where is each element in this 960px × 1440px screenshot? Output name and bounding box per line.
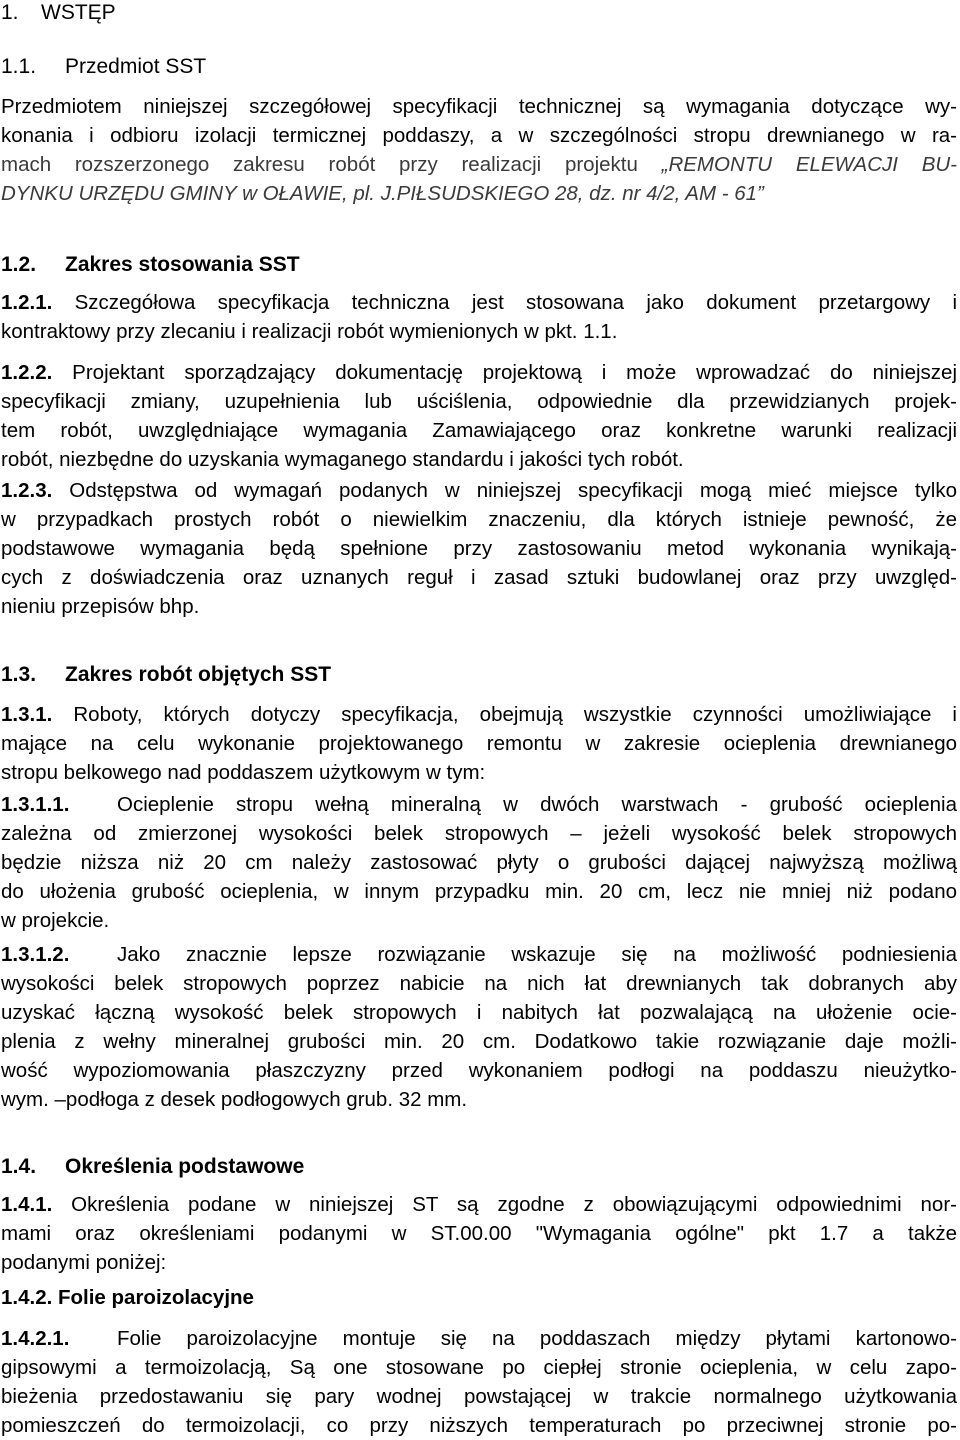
- paragraph-number: 1.4.2.1.: [1, 1327, 70, 1350]
- section-1-1-heading: [1, 52, 957, 81]
- paragraph-number: 1.3.1.: [1, 703, 53, 726]
- text-line: wość wypoziomowania płaszczyzny przed wykonaniem podłogi na poddaszu nieużytko-: [1, 1059, 957, 1082]
- text-line: [1, 150, 957, 179]
- text-line: specyfikacji zmiany, uzupełnienia lub uściślenia, odpowiednie dla przewidzianych projek-: [1, 390, 957, 413]
- paragraph-1-2-1: [1, 288, 957, 346]
- section-number: 1.1.: [1, 55, 37, 78]
- text-line: konania i odbioru izolacji termicznej poddaszy, a w szczególności stropu drewnianego w ra-: [1, 124, 957, 147]
- text-line: nieniu przepisów bhp.: [1, 595, 200, 618]
- text-line: tem robót, uwzględniające wymagania Zamawiającego oraz konkretne warunki realizacji: [1, 419, 957, 442]
- section-title: WSTĘP: [41, 1, 116, 24]
- project-name: DYNKU URZĘDU GMINY w OŁAWIE, pl. J.PIŁSUDSKIEGO 28, dz. nr 4/2, AM - 61”: [1, 182, 764, 205]
- text-line: gipsowymi a termoizolacją, Są one stosowane po ciepłej stronie ocieplenia, w celu zapo-: [1, 1356, 957, 1379]
- text-line: [1, 790, 957, 819]
- section-number: 1.3.: [1, 663, 37, 686]
- paragraph-1-4-2-1: [1, 1324, 957, 1440]
- paragraph-1-4-1: [1, 1190, 957, 1277]
- text-run: Odstępstwa od wymagań podanych w niniejszej specyfikacji mogą mieć miejsce tylko: [52, 479, 957, 502]
- text-line: bieżenia przedostawaniu się pary wodnej powstającej w trakcie normalnego użytkowania: [1, 1385, 957, 1408]
- text-line: [1, 288, 957, 317]
- section-1-4-heading: [1, 1152, 957, 1181]
- paragraph-number: 1.3.1.1.: [1, 793, 70, 816]
- paragraph-number: 1.2.3.: [1, 479, 53, 502]
- text-line: [1, 1190, 957, 1219]
- paragraph-number: 1.4.1.: [1, 1193, 53, 1216]
- text-line: uzyskać łączną wysokość belek stropowych i nabitych łat pozwalającą na ułożenie ocie-: [1, 1001, 957, 1024]
- text-line: do ułożenia grubość ocieplenia, w innym przypadku min. 20 cm, lecz nie mniej niż podano: [1, 880, 957, 903]
- section-title: Przedmiot SST: [65, 55, 207, 78]
- text-line: cych z doświadczenia oraz uznanych reguł i zasad sztuki budowlanej oraz przy uwzględ-: [1, 566, 957, 589]
- text-line: w projekcie.: [1, 909, 110, 932]
- section-title: Określenia podstawowe: [65, 1155, 305, 1178]
- text-line: [1, 940, 957, 969]
- text-line: Przedmiotem niniejszej szczegółowej specyfikacji technicznej są wymagania dotyczące wy-: [1, 95, 957, 118]
- text-run: Projektant sporządzający dokumentację projektową i może wprowadzać do niniejszej: [52, 361, 957, 384]
- section-1-3-heading: [1, 660, 957, 689]
- project-name: „REMONTU ELEWACJI BU-: [661, 153, 957, 176]
- paragraph-1-3-1-2: [1, 940, 957, 1114]
- text-line: plenia z wełny mineralnej grubości min. 20 cm. Dodatkowo takie rozwiązanie daje możli-: [1, 1030, 957, 1053]
- text-line: stropu belkowego nad poddaszem użytkowym w tym:: [1, 761, 486, 784]
- text-line: kontraktowy przy zlecaniu i realizacji robót wymienionych w pkt. 1.1.: [1, 320, 618, 343]
- text-line: wym. –podłoga z desek podłogowych grub. 32 mm.: [1, 1088, 468, 1111]
- text-line: [1, 476, 957, 505]
- text-line: w przypadkach prostych robót o niewielkim znaczeniu, dla których istnieje pewność, że: [1, 508, 957, 531]
- paragraph-1-2-3: [1, 476, 957, 621]
- paragraph-1-3-1-1: [1, 790, 957, 935]
- text-line: wysokości belek stropowych poprzez nabicie na nich łat drewnianych tak dobranych aby: [1, 972, 957, 995]
- text-line: będzie niższa niż 20 cm należy zastosować płyty o grubości dającej najwyższą możliwą: [1, 851, 957, 874]
- section-1-heading: [1, 0, 957, 27]
- paragraph-1-3-1: [1, 700, 957, 787]
- paragraph-number: 1.2.2.: [1, 361, 53, 384]
- section-number: 1.: [1, 1, 19, 24]
- text-line: [1, 700, 957, 729]
- text-line: pomieszczeń do termoizolacji, co przy niższych temperaturach po przeciwnej stronie po-: [1, 1414, 957, 1437]
- section-number: 1.4.2.: [1, 1286, 53, 1309]
- text-run: Folie paroizolacyjne montuje się na poddaszach między płytami kartonowo-: [117, 1327, 957, 1350]
- paragraph-1-2-2: [1, 358, 957, 474]
- paragraph-number: 1.3.1.2.: [1, 943, 70, 966]
- text-run: Szczegółowa specyfikacja techniczna jest stosowana jako dokument przetargowy i: [52, 291, 957, 314]
- text-run: Ocieplenie stropu wełną mineralną w dwóch warstwach - grubość ocieplenia: [117, 793, 957, 816]
- text-line: zależna od zmierzonej wysokości belek stropowych – jeżeli wysokość belek stropowych: [1, 822, 957, 845]
- paragraph-number: 1.2.1.: [1, 291, 53, 314]
- text-run: Roboty, których dotyczy specyfikacja, obejmują wszystkie czynności umożliwiające i: [52, 703, 957, 726]
- text-run: Określenia podane w niniejszej ST są zgodne z obowiązującymi odpowiednimi nor-: [52, 1193, 957, 1216]
- text-line: podanymi poniżej:: [1, 1251, 167, 1274]
- text-line: podstawowe wymagania będą spełnione przy zastosowaniu metod wykonania wynikają-: [1, 537, 957, 560]
- section-number: 1.2.: [1, 253, 37, 276]
- section-number: 1.4.: [1, 1155, 37, 1178]
- paragraph-1-1: [1, 92, 957, 208]
- text-line: mające na celu wykonanie projektowanego remontu w zakresie ocieplenia drewnianego: [1, 732, 957, 755]
- section-title: Folie paroizolacyjne: [52, 1286, 254, 1309]
- text-run: mach rozszerzonego zakresu robót przy realizacji projektu: [1, 153, 662, 176]
- section-1-2-heading: [1, 250, 957, 279]
- text-run: Jako znacznie lepsze rozwiązanie wskazuje się na możliwość podniesienia: [117, 943, 957, 966]
- section-title: Zakres robót objętych SST: [65, 663, 332, 686]
- text-line: robót, niezbędne do uzyskania wymaganego standardu i jakości tych robót.: [1, 448, 684, 471]
- section-1-4-2-heading: [1, 1283, 957, 1312]
- text-line: [1, 1324, 957, 1353]
- text-line: [1, 358, 957, 387]
- section-title: Zakres stosowania SST: [65, 253, 300, 276]
- text-line: mami oraz określeniami podanymi w ST.00.00 "Wymagania ogólne" pkt 1.7 a także: [1, 1222, 957, 1245]
